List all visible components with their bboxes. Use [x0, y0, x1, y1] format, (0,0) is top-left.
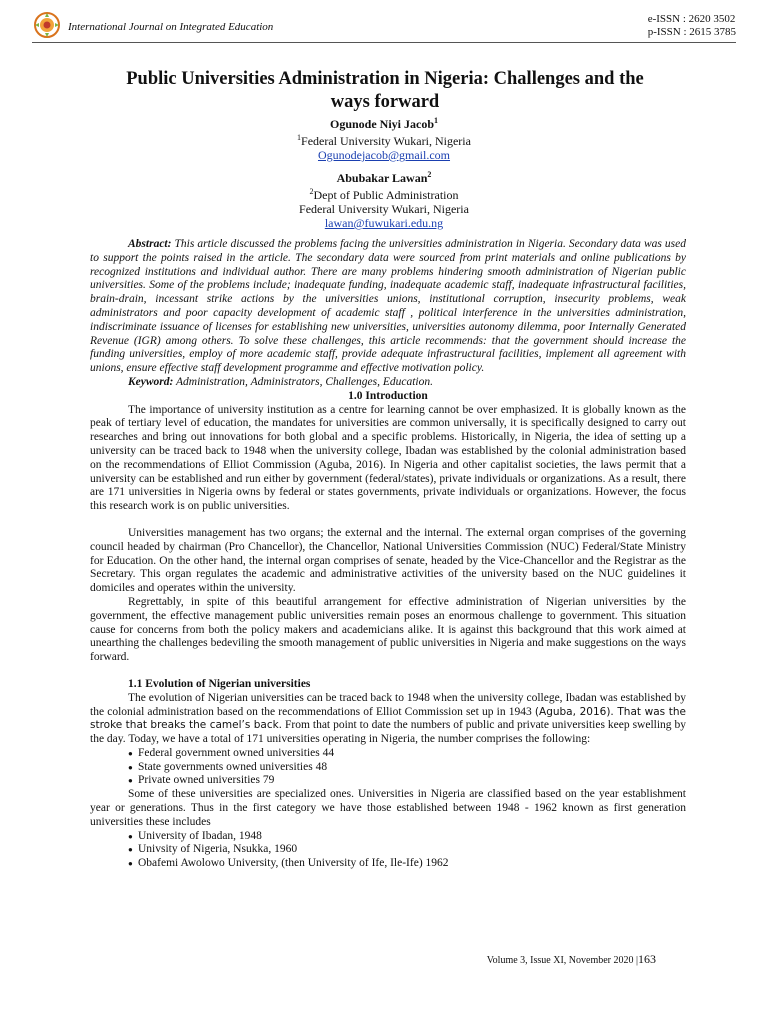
- author-2-block: [154, 168, 614, 230]
- list-item: ● Obafemi Awolowo University, (then University of Ife, Ile-Ife) 1962: [128, 857, 686, 871]
- abstract: [90, 238, 686, 376]
- author-1-sup: 1: [434, 116, 438, 125]
- keywords: [90, 376, 686, 390]
- list-item: ● Private owned universities 79: [128, 774, 686, 788]
- abstract-text: This article discussed the problems facing the universities administration in Nigeria. Secondary data was used to support the points raised in the article. The secondary data were sourced from print materials and online publications by recognized institutions and individual author. There are many problems hindering smooth administration of Nigerian public universities. Some of the problems include; inadequate funding, inadequate academic staff, inadequate infrastructural facilities, brain-drain, incessant strike actions by the universities unions, institutional corruption, insecurity problems, weak administrators and poor capacity development of academic staff , political interference in the universities administration, indiscriminate issuance of licenses for establishing new universities, universities autonomy dilemma, poor Internally Generated Revenue (IGR) among others. To solve these challenges, this article recommends: that the government should increase the funding universities, employ of more academic staff, provide adequate infrastructural facilities, implement all agreement with unions, ensure effective staff development programme and effective motivation policy.: [90, 238, 687, 375]
- author-1-email-link[interactable]: Ogunodejacob@gmail.com: [317, 148, 451, 162]
- list-item: ● Univsity of Nigeria, Nsukka, 1960: [128, 843, 686, 857]
- journal-name: International Journal on Integrated Education: [68, 21, 274, 33]
- keyword-text: Administration, Administrators, Challenges, Education.: [176, 375, 433, 388]
- ownership-list: [90, 747, 686, 788]
- header-divider: [32, 42, 736, 43]
- author-2-email-link[interactable]: lawan@fuwukari.edu.ng: [324, 216, 444, 230]
- author-1-name: Ogunode Niyi Jacob: [329, 117, 434, 131]
- list-item: ● State governments owned universities 48: [128, 761, 686, 775]
- paper-title: Public Universities Administration in Nigeria: Challenges and the ways forward: [126, 69, 644, 112]
- section-1-1-text-c: From that point to date the numbers of public and private universities keep swelling by the day. Today, we have a total of 171 universities operating in Nigeria, the number comprises the following:: [90, 719, 686, 746]
- author-2-affil-sup: 2: [309, 187, 314, 196]
- abstract-label: Abstract:: [128, 238, 172, 250]
- section-1-1-text-a: The evolution of Nigerian universities can be traced back to 1948 when the university college, Ibadan was established by the colonial administration based on the recommendations of Elliot Commission set up in 1943: [90, 691, 686, 718]
- section-1-1-paragraph-1: [90, 692, 686, 747]
- paper-body: [90, 238, 686, 871]
- intro-paragraph-3: Regrettably, in spite of this beautiful arrangement for effective administration of Nigerian universities by the government, the effective management public universities remain poses an enormous challenge to government. This situation cause for concerns from both the policy makers and academicians alike. It is against this background that this work aimed at unearthing the challenges bedeviling the smooth management of public universities in Nigeria and make suggestions on the ways forward.: [90, 595, 686, 664]
- page-number: 163: [638, 952, 656, 966]
- list-item: ● University of Ibadan, 1948: [128, 830, 686, 844]
- author-2-affiliation-dept: Dept of Public Administration: [313, 188, 459, 202]
- issn-block: [648, 13, 736, 39]
- author-2-sup: 2: [427, 170, 432, 179]
- eissn: e-ISSN : 2620 3502: [647, 13, 736, 25]
- author-2-name: Abubakar Lawan: [336, 171, 428, 185]
- section-1-1-paragraph-2: Some of these universities are specialized ones. Universities in Nigeria are classified based on the year establishment year or generations. Thus in the first category we have those established between 1948 - 1962 known as first generation universities these includes: [90, 788, 686, 828]
- keyword-label: Keyword:: [128, 375, 174, 388]
- intro-paragraph-2: Universities management has two organs; the external and the internal. The external organ comprises of the governing council headed by chairman (Pro Chancellor), the Chancellor, National Universities Commission (NUC) Federal/State Ministry for Education. On the other hand, the internal organ comprises of senate, headed by the Vice-Chancellor and the Registrar as the Secretary. This organ regulates the academic and administrative activities of the university based on the NUC guidelines it domiciles and operates within the university.: [90, 526, 686, 595]
- author-2-affiliation-univ: Federal University Wukari, Nigeria: [299, 202, 469, 216]
- first-generation-list: [90, 830, 686, 871]
- pissn: p-ISSN : 2615 3785: [647, 26, 736, 38]
- issue-info: Volume 3, Issue XI, November 2020 |: [486, 955, 638, 966]
- list-item: ● Federal government owned universities 44: [128, 747, 686, 761]
- author-1-affil-sup: 1: [297, 133, 302, 142]
- author-1-affiliation: Federal University Wukari, Nigeria: [301, 134, 471, 148]
- author-1-block: [154, 114, 614, 162]
- journal-logo-icon: [34, 12, 60, 38]
- section-1-1-text-b: (Aguba, 2016). That was the stroke that breaks the camel’s back.: [90, 705, 686, 732]
- page-footer: [487, 952, 656, 967]
- intro-paragraph-1: The importance of university institution as a centre for learning cannot be over emphasized. It is globally known as the peak of tertiary level of education, the mandates for universities are common universally, it is specifically designed to carry out researches and bring out innovations for both global and a specific problems. Historically, in Nigeria, the idea of setting up a university can be traced back to 1948 when the university college, Ibadan was established by the colonial administration based on the recommendations of Elliot Commission (Aguba, 2016). In Nigeria and other capitalist societies, the laws permit that a university can be established and run either by government (federal/states), private individuals or organizations. As a result, there are 171 universities in Nigeria owns by federal or states governments, private individuals or organizations. However, the focus this research work is on public universities.: [90, 403, 686, 513]
- section-1-1-heading: 1.1 Evolution of Nigerian universities: [128, 677, 311, 690]
- page-header: [32, 8, 736, 42]
- intro-heading: 1.0 Introduction: [348, 389, 428, 402]
